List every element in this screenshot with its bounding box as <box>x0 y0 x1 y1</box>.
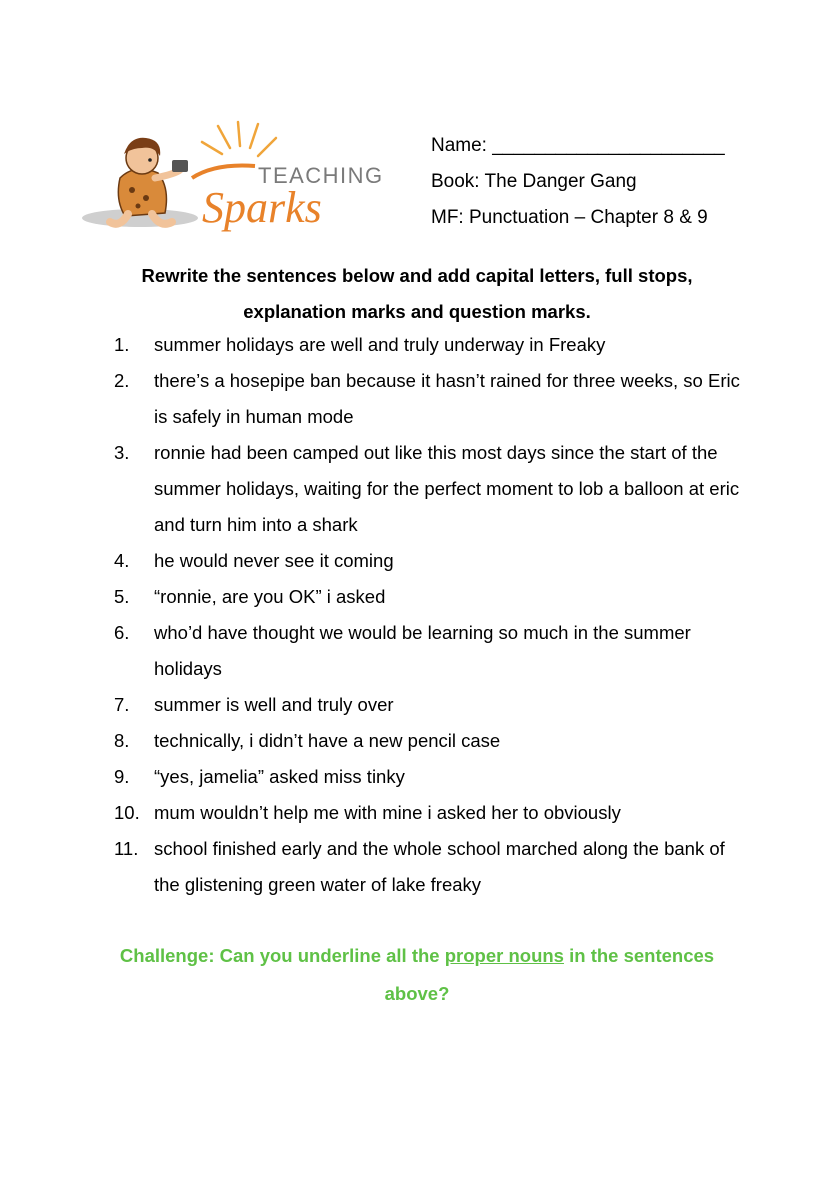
instructions-line-1: Rewrite the sentences below and add capital letters, full stops, <box>141 265 693 286</box>
item-text: there’s a hosepipe ban because it hasn’t rained for three weeks, so Eric is safely in human mode <box>154 370 740 427</box>
item-text: summer is well and truly over <box>154 694 394 715</box>
item-text: he would never see it coming <box>154 550 394 571</box>
caveman-icon <box>110 138 188 224</box>
item-number: 7. <box>114 694 130 715</box>
item-text: “ronnie, are you OK” i asked <box>154 586 386 607</box>
list-item <box>114 579 754 615</box>
teaching-sparks-logo <box>80 118 390 243</box>
sentence-list <box>114 327 754 903</box>
logo-word-bottom: Sparks <box>202 183 322 232</box>
item-number: 8. <box>114 730 130 751</box>
item-number: 2. <box>114 370 130 391</box>
list-item <box>114 615 754 687</box>
item-text: technically, i didn’t have a new pencil case <box>154 730 501 751</box>
list-item <box>114 327 754 363</box>
sparks-rays-icon <box>202 122 276 156</box>
item-number: 10. <box>114 802 140 823</box>
item-text: “yes, jamelia” asked miss tinky <box>154 766 405 787</box>
instructions-line-2: explanation marks and question marks. <box>243 301 591 322</box>
logo-graphic <box>80 118 390 243</box>
item-number: 1. <box>114 334 130 355</box>
item-number: 6. <box>114 622 130 643</box>
list-item <box>114 435 754 543</box>
list-item <box>114 543 754 579</box>
list-item <box>114 363 754 435</box>
name-field[interactable]: Name: ______________________ <box>431 135 725 156</box>
item-number: 5. <box>114 586 130 607</box>
challenge-text <box>90 937 744 1013</box>
item-text: mum wouldn’t help me with mine i asked her to obviously <box>154 802 621 823</box>
item-text: who’d have thought we would be learning so much in the summer holidays <box>154 622 691 679</box>
item-text: school finished early and the whole school marched along the bank of the glistening green water of lake freaky <box>154 838 725 895</box>
book-title: Book: The Danger Gang <box>431 171 637 192</box>
item-number: 9. <box>114 766 130 787</box>
challenge-before: Challenge: Can you underline all the <box>119 945 445 966</box>
swoosh-icon <box>192 166 255 179</box>
list-item <box>114 831 754 903</box>
item-number: 11. <box>114 838 139 859</box>
list-item <box>114 687 754 723</box>
item-number: 4. <box>114 550 130 571</box>
item-text: summer holidays are well and truly underway in Freaky <box>154 334 606 355</box>
item-number: 3. <box>114 442 130 463</box>
item-text: ronnie had been camped out like this most days since the start of the summer holidays, waiting for the perfect moment to lob a balloon at eric and turn him into a shark <box>154 442 740 535</box>
list-item <box>114 723 754 759</box>
instructions <box>0 258 834 330</box>
challenge-after: in the sentences above? <box>384 945 715 1004</box>
logo-word-top: TEACHING <box>258 163 384 188</box>
challenge-underlined: proper nouns <box>444 945 564 966</box>
header-info <box>431 128 725 236</box>
list-item <box>114 795 754 831</box>
list-item <box>114 759 754 795</box>
mf-topic: MF: Punctuation – Chapter 8 & 9 <box>431 207 708 228</box>
